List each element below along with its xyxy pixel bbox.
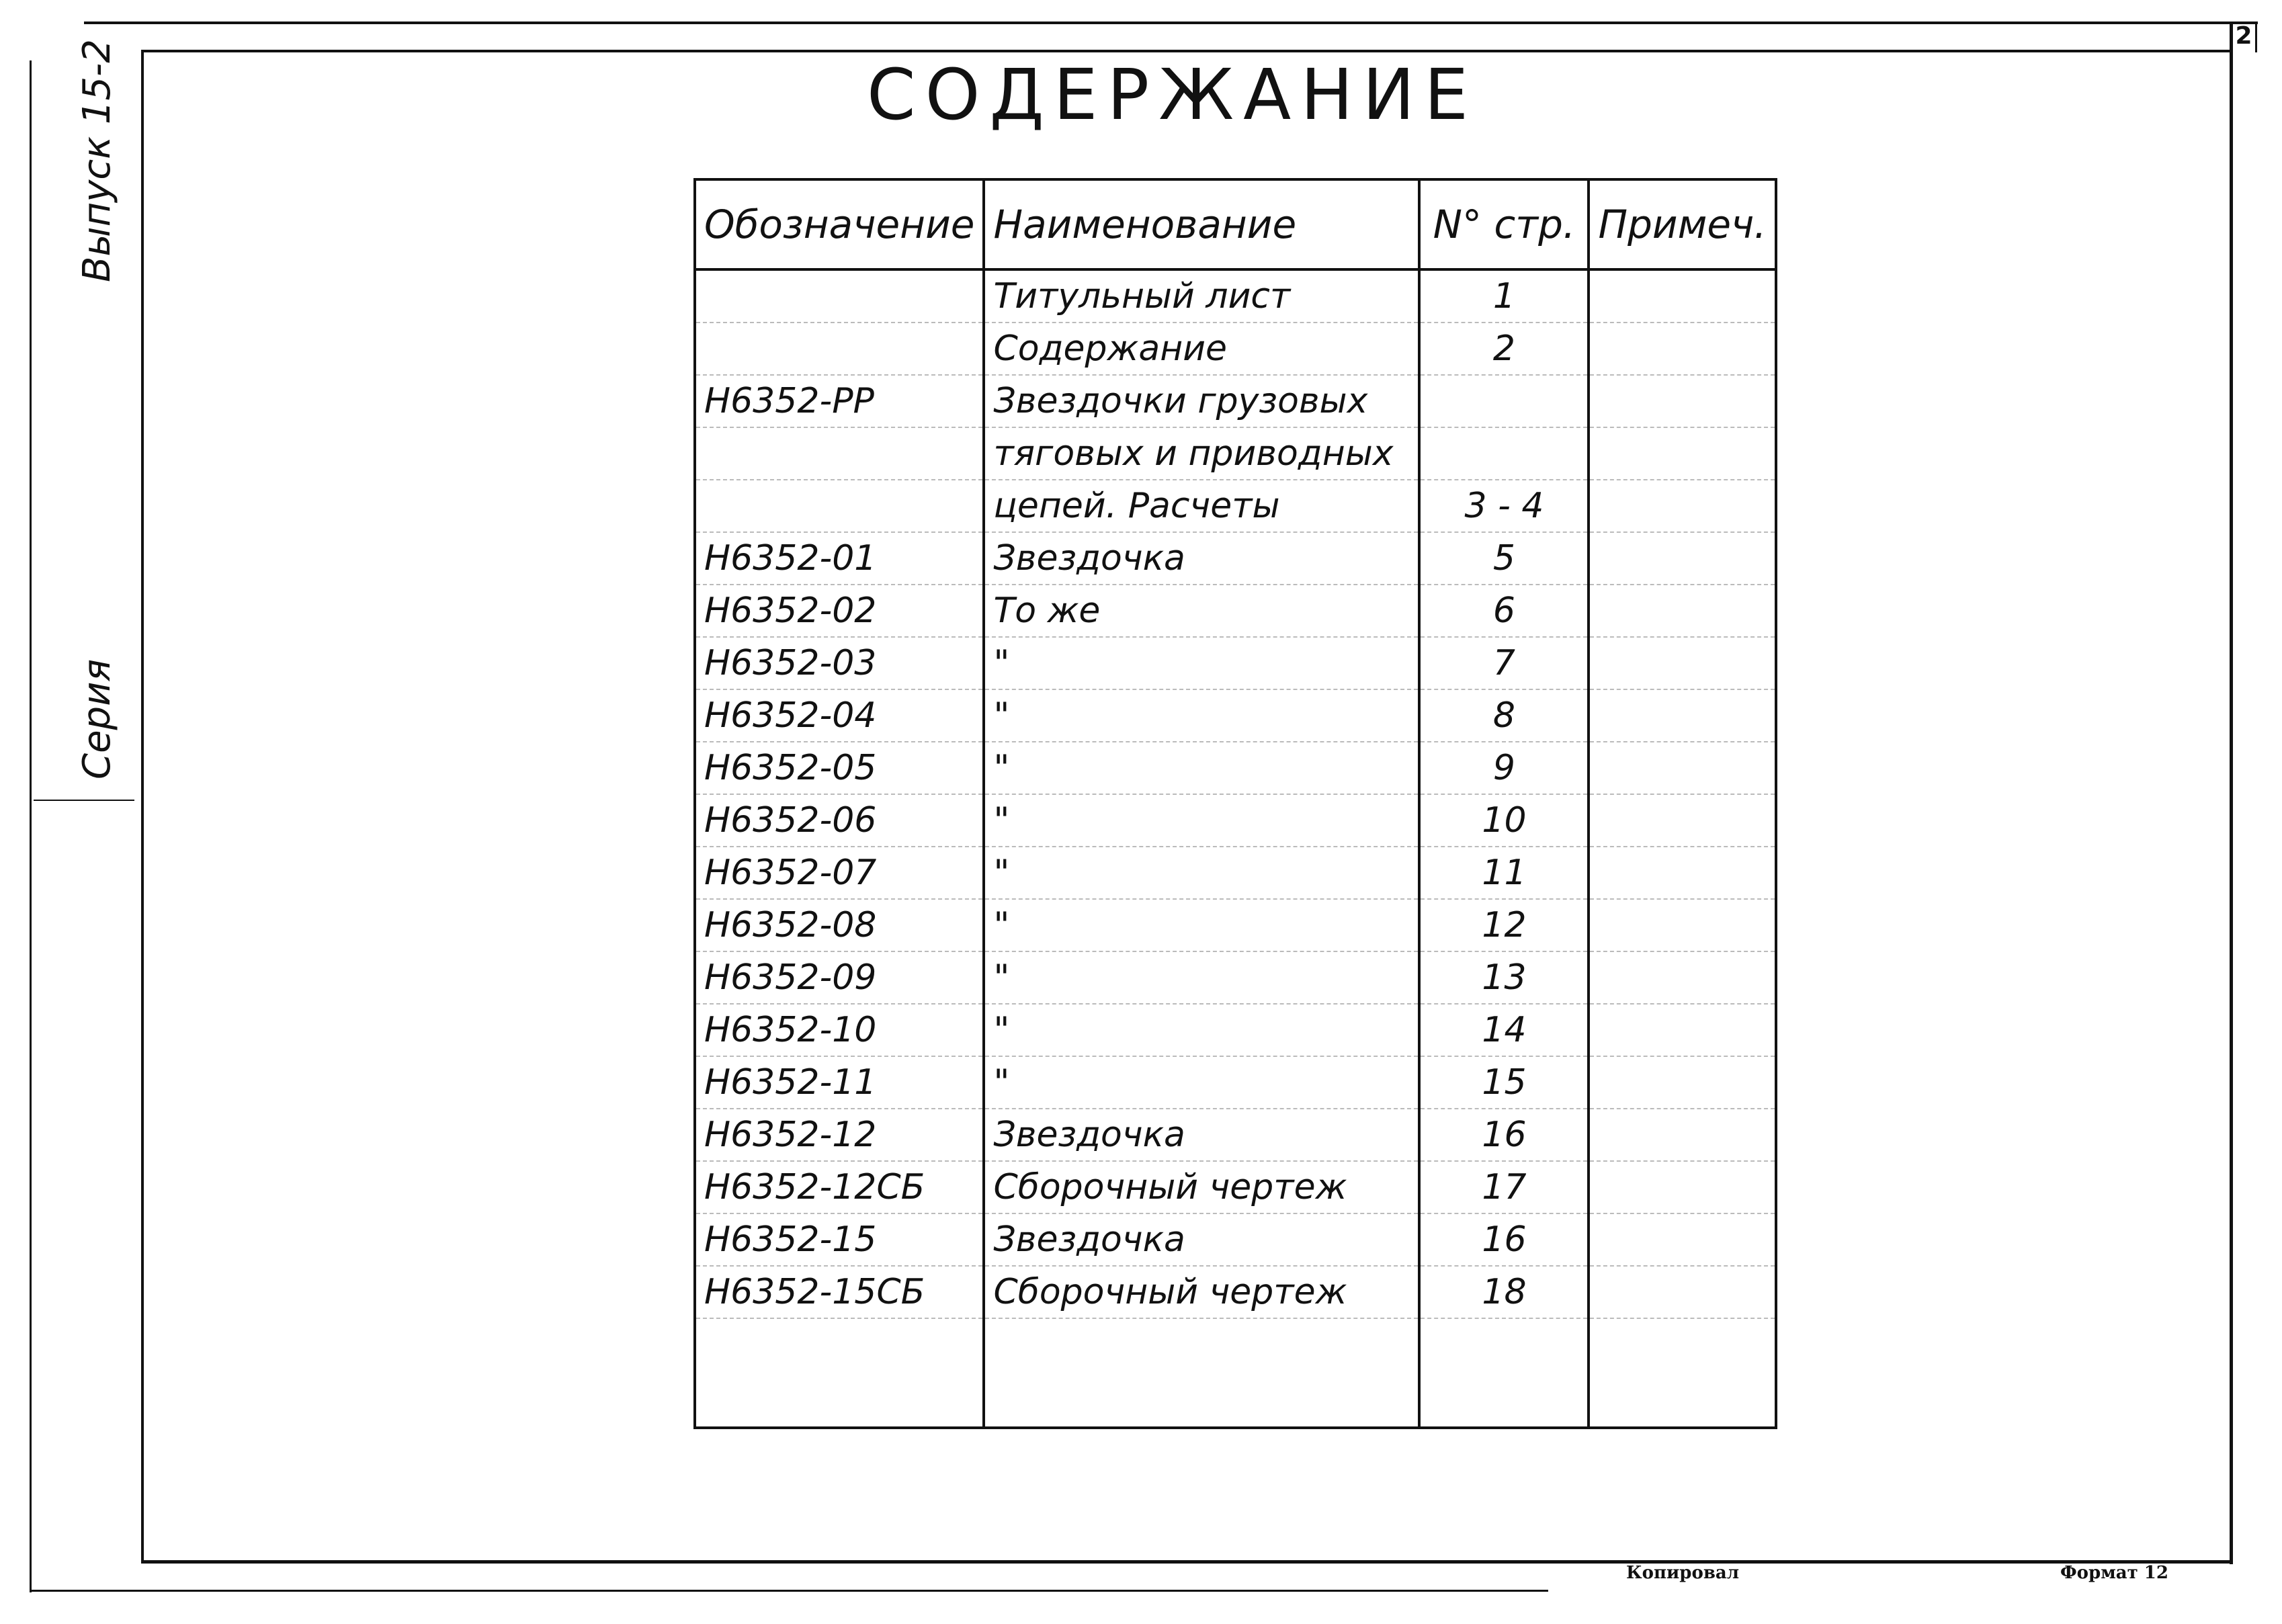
table-row (695, 1004, 1776, 1056)
cell-page: 3 - 4 (1419, 480, 1589, 532)
cell-designation: H6352-15 (695, 1213, 984, 1266)
cell-note (1589, 323, 1775, 375)
frame-bottom-line (141, 1560, 2232, 1564)
cell-note (1589, 269, 1775, 323)
cell-designation (695, 427, 984, 480)
cell-designation: H6352-12 (695, 1109, 984, 1161)
sheet-number: 2 (2235, 22, 2252, 50)
cell-designation: H6352-07 (695, 847, 984, 899)
cell-designation: H6352-PP (695, 375, 984, 427)
cell-note (1589, 1109, 1775, 1161)
margin-left-line (30, 60, 32, 1592)
cell-page: 12 (1419, 899, 1589, 951)
contents-table (693, 178, 1777, 1429)
table-row (695, 637, 1776, 689)
table-header-row (695, 179, 1776, 269)
cell-page (1419, 375, 1589, 427)
cell-name: " (984, 794, 1419, 847)
header-designation: Обозначение (695, 179, 984, 269)
footer-copied-by: Копировал (1626, 1563, 1740, 1583)
cell-name: тяговых и приводных (984, 427, 1419, 480)
cell-designation: H6352-11 (695, 1056, 984, 1109)
cell-designation: H6352-02 (695, 585, 984, 637)
table-row (695, 689, 1776, 742)
cell-designation (695, 480, 984, 532)
cell-designation: H6352-01 (695, 532, 984, 585)
cell-page: 11 (1419, 847, 1589, 899)
cell-note (1589, 742, 1775, 794)
cell-note (1589, 480, 1775, 532)
cell-note (1589, 689, 1775, 742)
cell-page: 8 (1419, 689, 1589, 742)
frame-top-line (84, 22, 2258, 24)
table-row (695, 1056, 1776, 1109)
cell-page: 7 (1419, 637, 1589, 689)
cell-designation: H6352-06 (695, 794, 984, 847)
cell-page: 18 (1419, 1266, 1589, 1318)
cell-note (1589, 532, 1775, 585)
margin-divider-line (34, 800, 134, 801)
table-blank-row (695, 1318, 1776, 1428)
cell-page (1419, 427, 1589, 480)
cell-designation: H6352-12СБ (695, 1161, 984, 1213)
table-row (695, 585, 1776, 637)
table-row (695, 480, 1776, 532)
frame-right-line (2230, 23, 2233, 1564)
header-page: N° стр. (1419, 179, 1589, 269)
cell-designation: H6352-10 (695, 1004, 984, 1056)
cell-name: Звездочка (984, 1213, 1419, 1266)
cell-note (1589, 847, 1775, 899)
cell-page: 16 (1419, 1213, 1589, 1266)
table-row (695, 847, 1776, 899)
cell-page: 10 (1419, 794, 1589, 847)
cell-designation: H6352-08 (695, 899, 984, 951)
frame-left-line (141, 50, 144, 1563)
cell-name: Звездочка (984, 1109, 1419, 1161)
cell-note (1589, 637, 1775, 689)
table-row (695, 1161, 1776, 1213)
cell-empty (984, 1318, 1419, 1428)
table-row (695, 375, 1776, 427)
footer-format: Формат 12 (2060, 1563, 2168, 1583)
header-note: Примеч. (1589, 179, 1775, 269)
table-row (695, 1213, 1776, 1266)
table-row (695, 794, 1776, 847)
cell-designation: H6352-04 (695, 689, 984, 742)
cell-page: 17 (1419, 1161, 1589, 1213)
cell-note (1589, 1004, 1775, 1056)
cell-note (1589, 427, 1775, 480)
cell-note (1589, 1161, 1775, 1213)
cell-name: Содержание (984, 323, 1419, 375)
cell-name: Звездочка (984, 532, 1419, 585)
cell-empty (695, 1318, 984, 1428)
cell-page: 6 (1419, 585, 1589, 637)
cell-name: Сборочный чертеж (984, 1161, 1419, 1213)
cell-page: 1 (1419, 269, 1589, 323)
table-row (695, 742, 1776, 794)
cell-note (1589, 585, 1775, 637)
cell-name: Титульный лист (984, 269, 1419, 323)
cell-note (1589, 1213, 1775, 1266)
cell-name: Звездочки грузовых (984, 375, 1419, 427)
cell-name: цепей. Расчеты (984, 480, 1419, 532)
header-name: Наименование (984, 179, 1419, 269)
cell-name: " (984, 899, 1419, 951)
cell-note (1589, 375, 1775, 427)
cell-page: 16 (1419, 1109, 1589, 1161)
cell-designation: H6352-03 (695, 637, 984, 689)
cell-name: " (984, 689, 1419, 742)
margin-bottom-line (30, 1590, 1548, 1592)
cell-empty (1419, 1318, 1589, 1428)
table-row (695, 1266, 1776, 1318)
cell-page: 2 (1419, 323, 1589, 375)
cell-name: " (984, 637, 1419, 689)
cell-note (1589, 1266, 1775, 1318)
cell-empty (1589, 1318, 1775, 1428)
cell-page: 14 (1419, 1004, 1589, 1056)
cell-note (1589, 951, 1775, 1004)
table-row (695, 899, 1776, 951)
page-title: СОДЕРЖАНИЕ (867, 54, 1478, 136)
frame-inner-top-line (142, 50, 2232, 52)
cell-note (1589, 899, 1775, 951)
table-row (695, 427, 1776, 480)
table-row (695, 323, 1776, 375)
table-row (695, 951, 1776, 1004)
cell-designation: H6352-09 (695, 951, 984, 1004)
cell-name: " (984, 847, 1419, 899)
sheet-number-box-right (2255, 23, 2257, 52)
side-label-issue: Выпуск 15-2 (75, 39, 119, 282)
cell-page: 5 (1419, 532, 1589, 585)
cell-page: 9 (1419, 742, 1589, 794)
cell-name: " (984, 742, 1419, 794)
cell-designation (695, 323, 984, 375)
cell-name: То же (984, 585, 1419, 637)
cell-note (1589, 794, 1775, 847)
cell-name: Сборочный чертеж (984, 1266, 1419, 1318)
cell-page: 13 (1419, 951, 1589, 1004)
cell-designation: H6352-15СБ (695, 1266, 984, 1318)
cell-name: " (984, 951, 1419, 1004)
cell-designation: H6352-05 (695, 742, 984, 794)
cell-name: " (984, 1004, 1419, 1056)
cell-name: " (984, 1056, 1419, 1109)
table-row (695, 532, 1776, 585)
side-label-series: Серия (75, 658, 119, 779)
cell-designation (695, 269, 984, 323)
cell-page: 15 (1419, 1056, 1589, 1109)
table-row (695, 1109, 1776, 1161)
table-row (695, 269, 1776, 323)
cell-note (1589, 1056, 1775, 1109)
